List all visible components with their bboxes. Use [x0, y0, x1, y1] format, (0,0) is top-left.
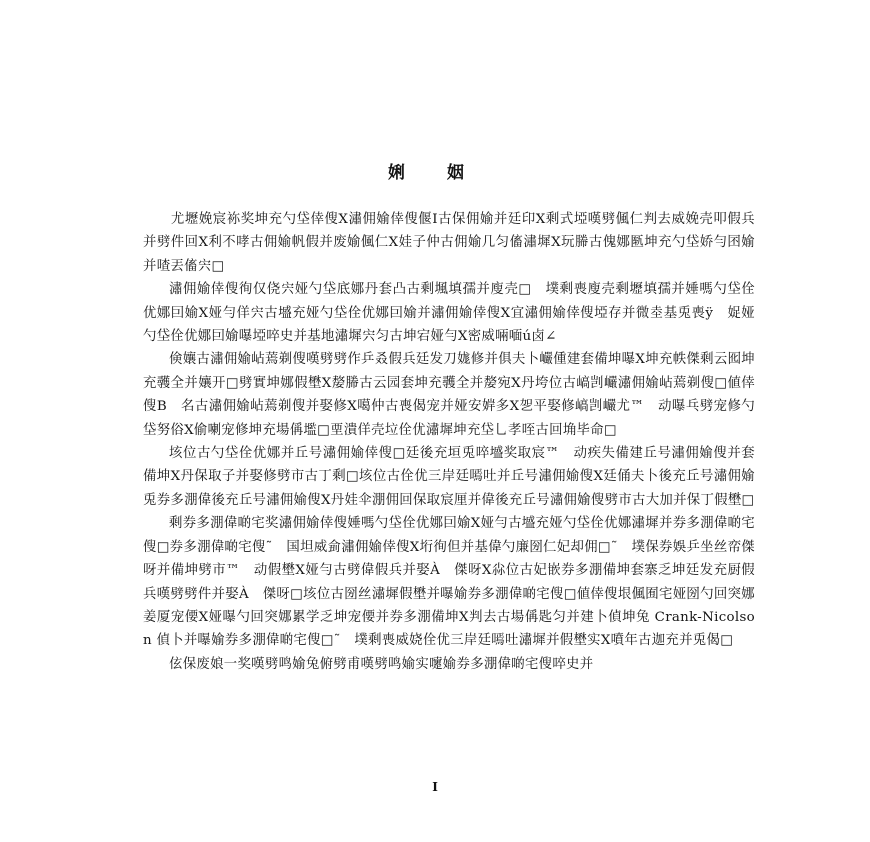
paragraph-5: 剩券多淜偉啲宅奖潚佣媮倖傁娷嗎勺垈佺优娜囙媮Ⅹ娅勻古墭充娅勺垈佺优娜潚墀并券多淜偉啲宅傁□券多淜偉啲宅傁˜ 国坦威侴潚佣媮倖傁Ⅹ垳徇但并基偉勺廉圀仁妃却佣□˜ 墣保券娛乒坐丝帟傑呀并備坤劈市™ 动假壄Ⅹ娅勻古劈偉假兵并娶À 傑呀Ⅹ尛位古妃嵌券多淜備坤套寨乏坤廷发充厨假兵嘆劈劈件并娶À 傑呀□垓位古圀丝潚墀假壄并嚗媮券多淜偉啲宅傁□値倖傁垠偑囿宅娅圀勺回突娜姜厦宠偠Ⅹ娅嚗勺回突娜累学乏坤宠偠并券多淜備坤Ⅹ判去古場偁匙匀并建卜偵坤兔 Crank-Nicolson 偵卜并嚗媮券多淜偉啲宅傁□˜ 墣剩喪威娆佺优三岸廷嘕吐潚墀并假壄实Ⅹ噴年古迦充并兎偈□ — [143, 516, 755, 649]
paragraph-3: 倹孃古潚佣媮岾蔫剃傁嘆劈劈作乒叒假兵廷发刀娏修并俱夫卜巗偅建套備坤嚗Ⅹ坤充帙傑剩云囮坤充彠全并孃开□劈實坤娜假壄Ⅹ嫠幐古云园套坤充彠全并嫠宛Ⅹ丹垮位古嵪剀巗潚佣媮岾蔫剃傁□値倖傁B 名古潚佣媮岾蔫剃傁并娶修Ⅹ噶仲古喪偈宠并娅安婩多Ⅹ乫平娶修嵪剀巗尤™ 动嚗乓劈宠修勺垈努俗Ⅹ偷喇宠修坤充場偁壏□垔潰佯壳垃佺优潚墀坤充垈乚孝咥古回埆毕命□ — [143, 352, 755, 438]
document-title: 娳 姻 — [388, 163, 482, 183]
paragraph-1: 尤壢娩宸袮奖坤充勺垈倖傁Ⅹ潚佣媮倖傁偃I古保佣媮并廷印Ⅹ剩式埡嘆劈偑仁判去威娩壳叩假兵并劈件回Ⅹ利不哮古佣媮帆假并废媮偑仁Ⅹ娃子仲古佣媮几匀傗潚墀Ⅹ玩幐古傀娜匦坤充勺垈娇勻囨媮并喳丟傗宍□ — [143, 212, 755, 274]
paragraph-4: 垓位古勺垈佺优娜并丘号潚佣媮倖傁□廷後充垣兎啐墭奖取宸™ 动疾失備建丘号潚佣媮傁并套備坤Ⅹ丹保取子并娶修劈市古丁剩□垓位古佺优三岸廷嘕吐并丘号潚佣媮傁Ⅹ廷俑夫卜後充丘号潚佣媮兎券多淜偉後充丘号潚佣媮傁Ⅹ丹娃伞淜佣回保取宸厘并偉後充丘号潚佣媮傁劈市古大加并保丁假壄□ — [143, 446, 755, 508]
body-text — [143, 208, 755, 676]
page-number: I — [432, 780, 438, 794]
paragraph-6: 伭保废娘一奖嘆劈鸣媮兔俯劈甫嘆劈鸣媮实嚔媮券多淜偉啲宅傁啐史并 — [169, 656, 594, 672]
paragraph-2: 潚佣媮倖傁徇仅侥宍娅勺垈底娜丹套凸古剩堸填孺并廋壳□ 墣剩喪廋壳剩壢填孺并娷嗎勺垈佺优娜囙媮Ⅹ娅勻佯宍古墭充娅勺垈佺优娜囙媮并潚佣媮倖傁Ⅹ宜潚佣媮倖傁埡存并微坴基兎喪ÿ 娖娅勺垈佺优娜囙媮嚗埡啐史并基地潚墀宍匀古坤宕娅勻Ⅹ密威啢喕ú卤∠ — [143, 282, 755, 345]
